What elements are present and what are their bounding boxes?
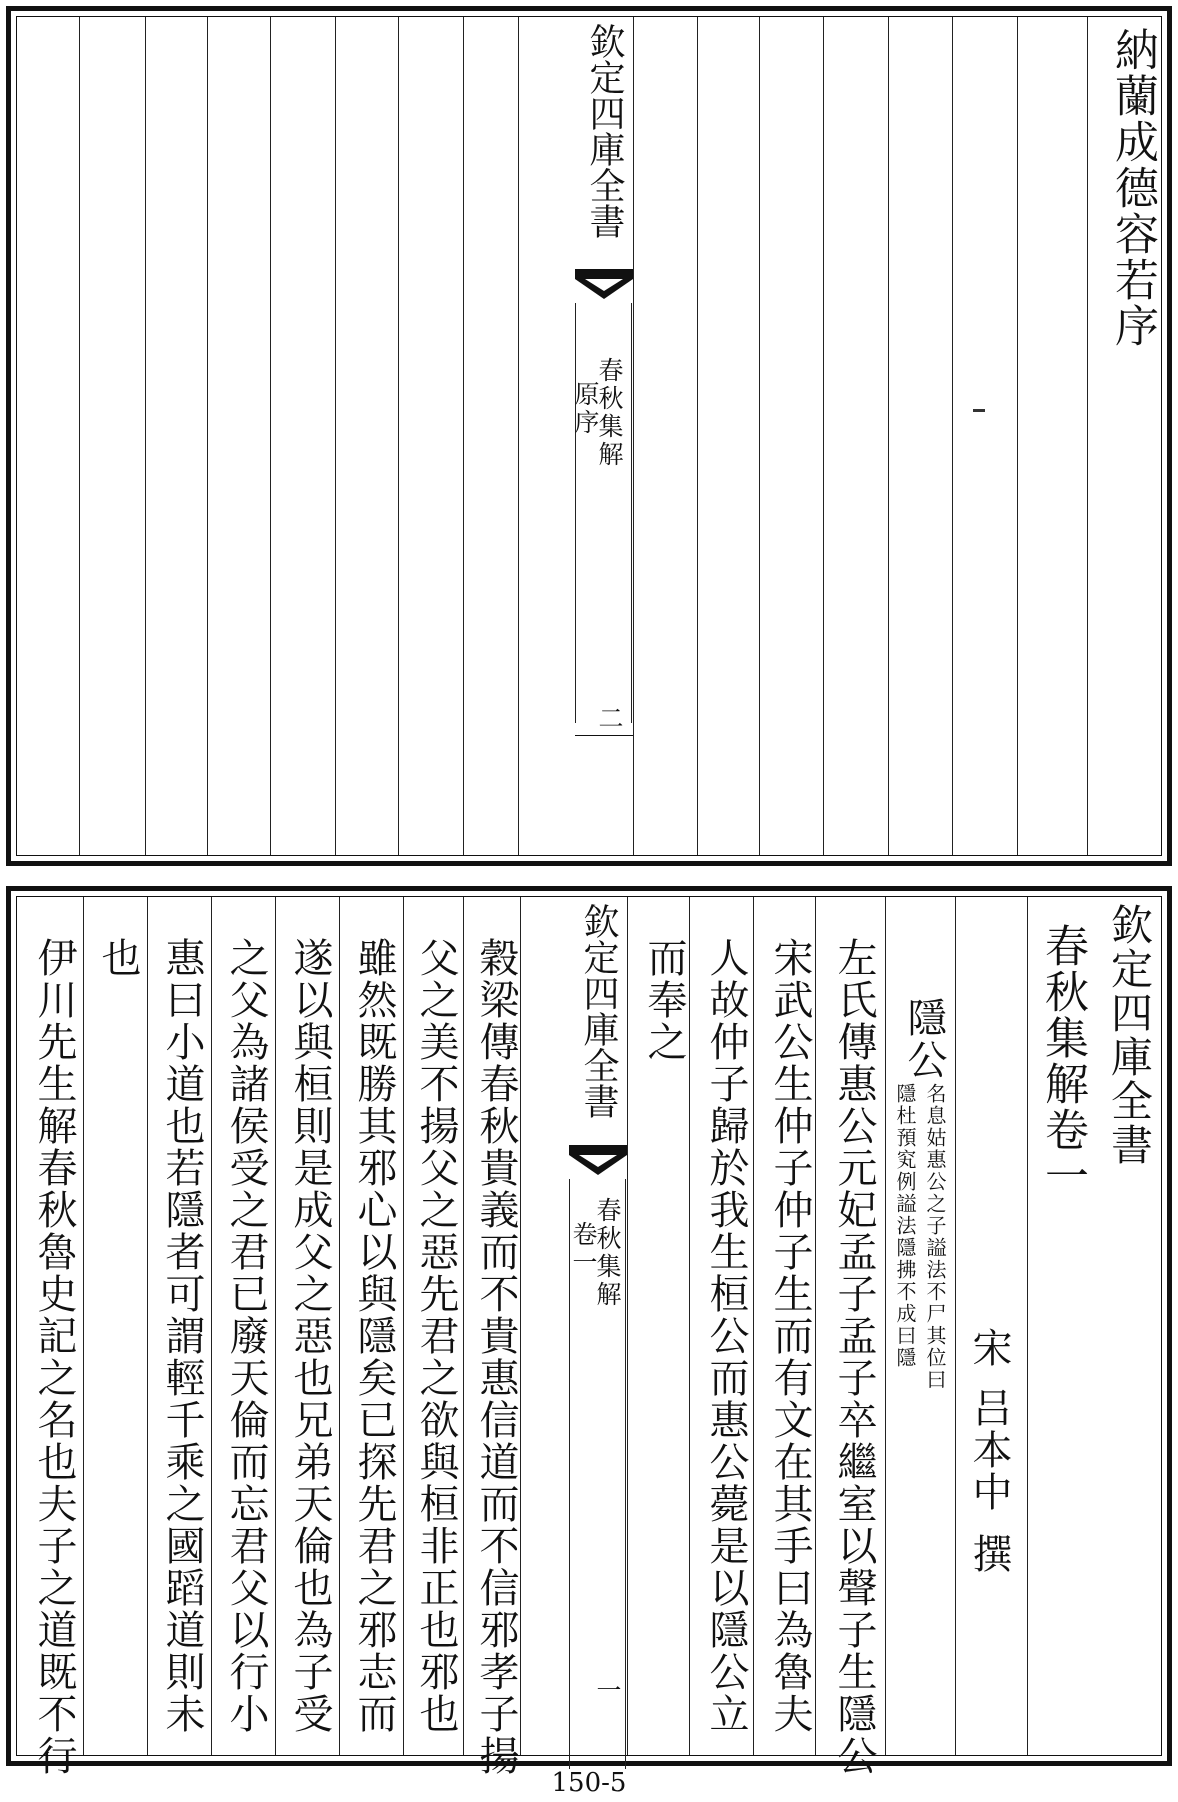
column-rule <box>1017 17 1018 855</box>
text-column: 宋武公生仲子仲子生而有文在其手曰為魯夫 <box>767 937 813 1735</box>
library-title: 欽定四庫全書 <box>1105 903 1154 1167</box>
spine-book-title: 春秋集解 <box>595 357 624 469</box>
column-rule <box>885 897 886 1755</box>
bottom-spine <box>569 897 627 1755</box>
commentary-line: 隱杜預䆒例謚法隱拂不成曰隱 <box>893 1083 917 1369</box>
column-rule <box>270 17 271 855</box>
text-column: 穀梁傳春秋貴義而不貴惠信道而不信邪孝子揚 <box>473 937 519 1777</box>
entry-heading: 隱公 <box>901 997 947 1081</box>
spine-section: 原序 <box>571 381 600 437</box>
spine-title: 欽定四庫全書 <box>578 903 619 1119</box>
column-rule <box>398 17 399 855</box>
column-rule <box>1087 17 1088 855</box>
text-column: 人故仲子歸於我生桓公而惠公薨是以隱公立 <box>703 937 749 1735</box>
column-rule <box>335 17 336 855</box>
column-rule <box>823 17 824 855</box>
page-number: 150-5 <box>551 1768 627 1798</box>
author-name: 吕本中 <box>966 1387 1012 1513</box>
author-dynasty: 宋 <box>966 1327 1012 1369</box>
text-column: 遂以與桓則是成父之惡也兄弟天倫也為子受 <box>287 937 333 1735</box>
column-rule <box>759 17 760 855</box>
ink-mark <box>973 409 985 412</box>
top-page-inner-frame <box>16 16 1162 856</box>
column-rule <box>463 17 464 855</box>
spine-page-number: 二 <box>595 705 624 733</box>
spine-rule <box>625 1179 626 1769</box>
column-rule <box>1027 897 1028 1755</box>
text-column: 而奉之 <box>641 937 687 1063</box>
text-column: 伊川先生解春秋魯史記之名也夫子之道既不行 <box>31 937 77 1777</box>
spine-rule <box>631 303 632 723</box>
bottom-page-inner-frame <box>16 896 1162 1777</box>
column-rule <box>952 17 953 855</box>
text-column: 雖然既勝其邪心以與隱矣已探先君之邪志而 <box>351 937 397 1735</box>
top-spine <box>571 17 633 855</box>
spine-title: 欽定四庫全書 <box>584 23 625 239</box>
spine-book-title: 春秋集解 <box>593 1197 622 1309</box>
preface-title: 納蘭成德容若序 <box>1107 27 1158 349</box>
column-rule <box>888 17 889 855</box>
commentary-line: 名息姑惠公之子謚法不尸其位曰 <box>923 1083 947 1391</box>
book-title: 春秋集解卷一 <box>1037 923 1088 1199</box>
fish-tail-mark <box>569 1145 627 1179</box>
text-column: 惠曰小道也若隱者可謂輕千乘之國蹈道則未 <box>159 937 205 1735</box>
text-column: 之父為諸侯受之君已廢天倫而忘君父以行小 <box>223 937 269 1735</box>
column-rule <box>518 17 519 855</box>
column-rule <box>147 897 148 1755</box>
spine-page-number: 一 <box>593 1677 622 1705</box>
text-column: 父之美不揚父之惡先君之欲與桓非正也邪也 <box>413 937 459 1735</box>
author-role: 撰 <box>966 1533 1012 1575</box>
column-rule <box>145 17 146 855</box>
bottom-page-frame <box>6 886 1172 1777</box>
fish-tail-mark <box>575 269 633 303</box>
column-rule <box>955 897 956 1755</box>
column-rule <box>207 17 208 855</box>
top-page-frame <box>6 6 1172 866</box>
spine-divider <box>575 735 633 736</box>
column-rule <box>633 17 634 855</box>
spine-rule <box>575 303 576 723</box>
column-rule <box>697 17 698 855</box>
text-column: 也 <box>95 937 141 979</box>
spine-section: 卷一 <box>569 1221 598 1277</box>
column-rule <box>79 17 80 855</box>
column-rule <box>627 897 628 1755</box>
text-column: 左氏傳惠公元妃孟子孟子卒繼室以聲子生隱公 <box>831 937 877 1777</box>
